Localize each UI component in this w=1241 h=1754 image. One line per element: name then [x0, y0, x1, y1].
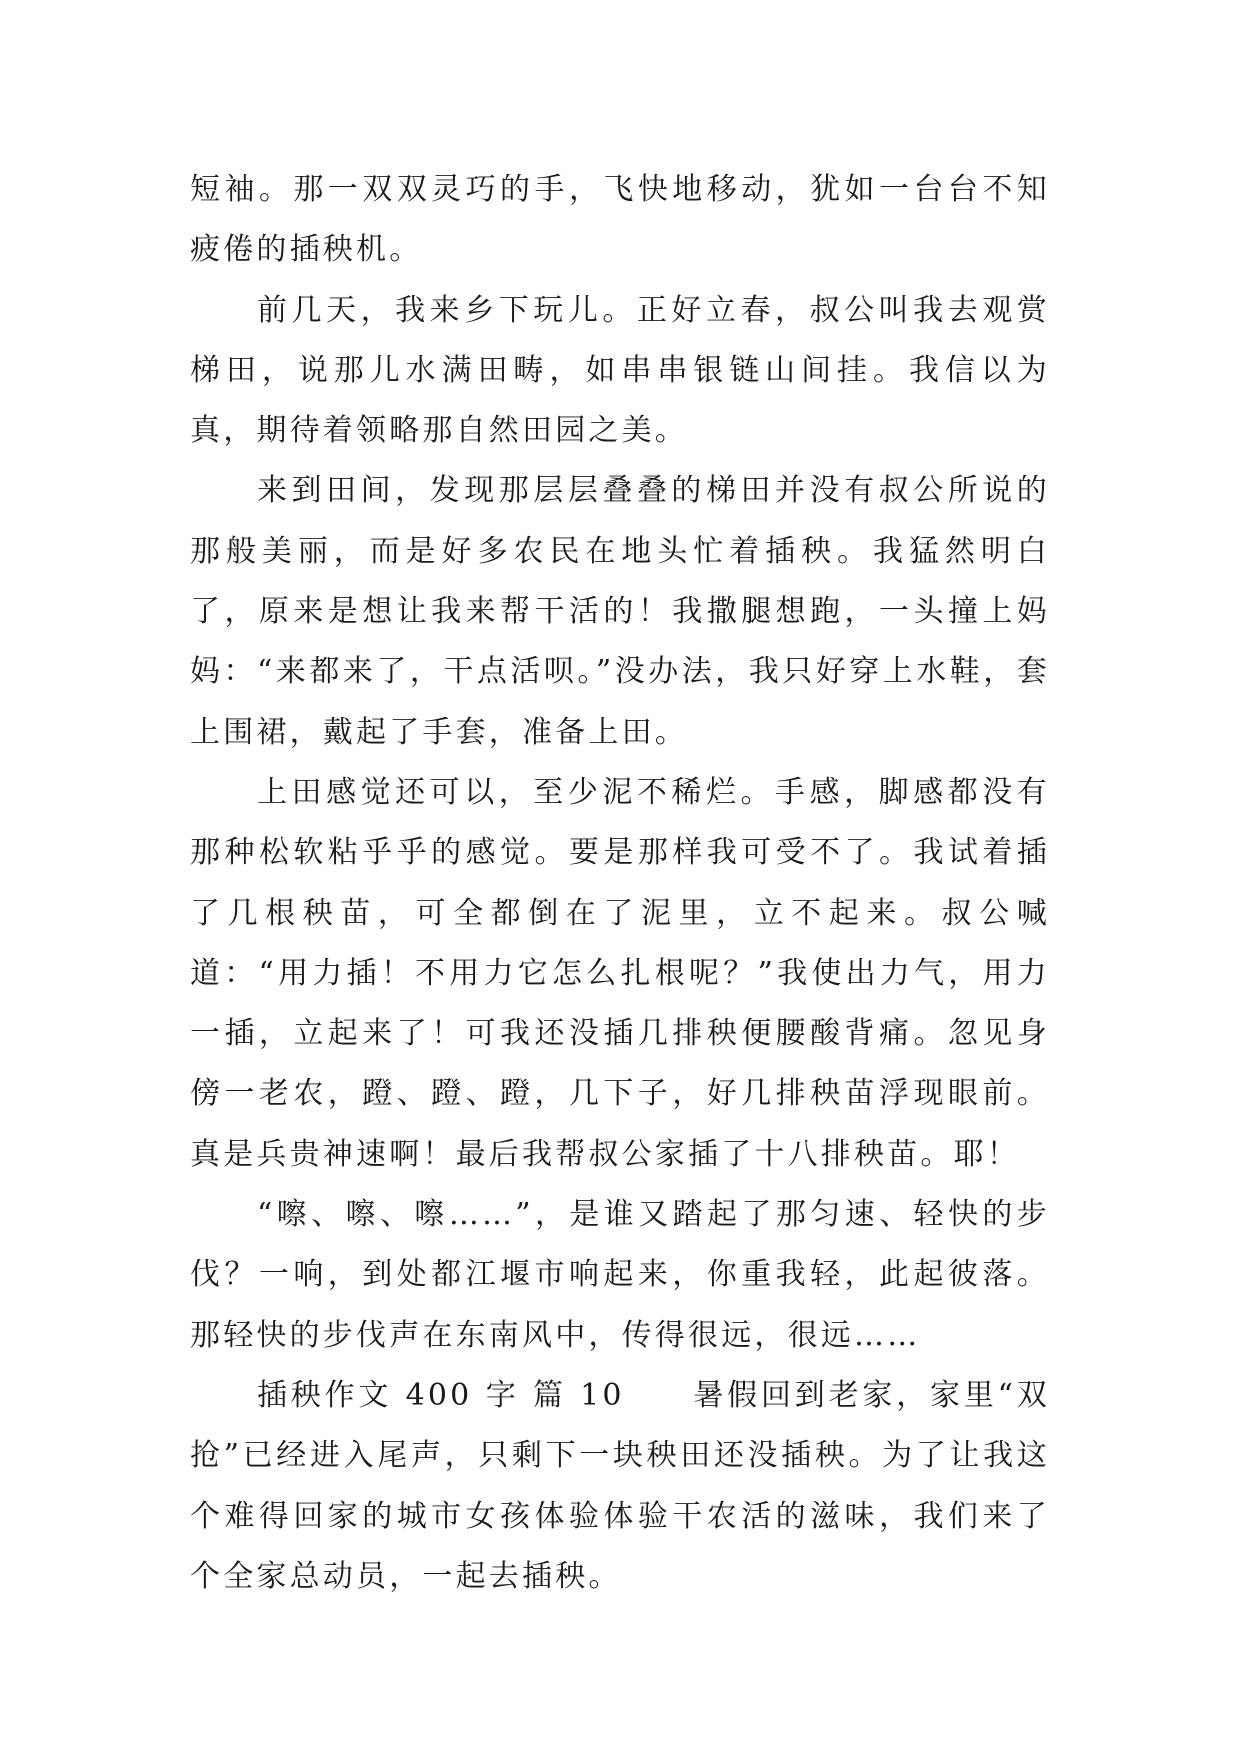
section-text: 暑假回到老家，家里“双抢”已经进入尾声，只剩下一块秧田还没插秧。为了让我这个难得回家的城市女孩体验体验干农活的滋味，我们来了个全家总动员，一起去插秧。	[190, 1377, 1050, 1594]
paragraph-2: 前几天，我来乡下玩儿。正好立春，叔公叫我去观赏梯田，说那儿水满田畴，如串串银链山间挂。我信以为真，期待着领略那自然田园之美。	[190, 292, 1050, 449]
article-body	[190, 160, 1050, 1607]
section-heading: 插秧作文 400 字 篇 10	[257, 1377, 625, 1413]
section-paragraph	[190, 1366, 1050, 1607]
paragraph-5: “嚓、嚓、嚓……”，是谁又踏起了那匀速、轻快的步伐？一响，到处都江堰市响起来，你重我轻，此起彼落。那轻快的步伐声在东南风中，传得很远，很远……	[190, 1197, 1050, 1353]
paragraph-3: 来到田间，发现那层层叠叠的梯田并没有叔公所说的那般美丽，而是好多农民在地头忙着插秧。我猛然明白了，原来是想让我来帮干活的！我撒腿想跑，一头撞上妈妈：“来都来了，干点活呗。”没办法，我只好穿上水鞋，套上围裙，戴起了手套，准备上田。	[190, 473, 1050, 750]
paragraph-1: 短袖。那一双双灵巧的手，飞快地移动，犹如一台台不知疲倦的插秧机。	[190, 172, 1050, 268]
paragraph-4: 上田感觉还可以，至少泥不稀烂。手感，脚感都没有那种松软粘乎乎的感觉。要是那样我可受不了。我试着插了几根秧苗，可全都倒在了泥里，立不起来。叔公喊道：“用力插！不用力它怎么扎根呢？”我使出力气，用力一插，立起来了！可我还没插几排秧便腰酸背痛。忽见身傍一老农，蹬、蹬、蹬，几下子，好几排秧苗浮现眼前。真是兵贵神速啊！最后我帮叔公家插了十八排秧苗。耶！	[190, 774, 1050, 1172]
